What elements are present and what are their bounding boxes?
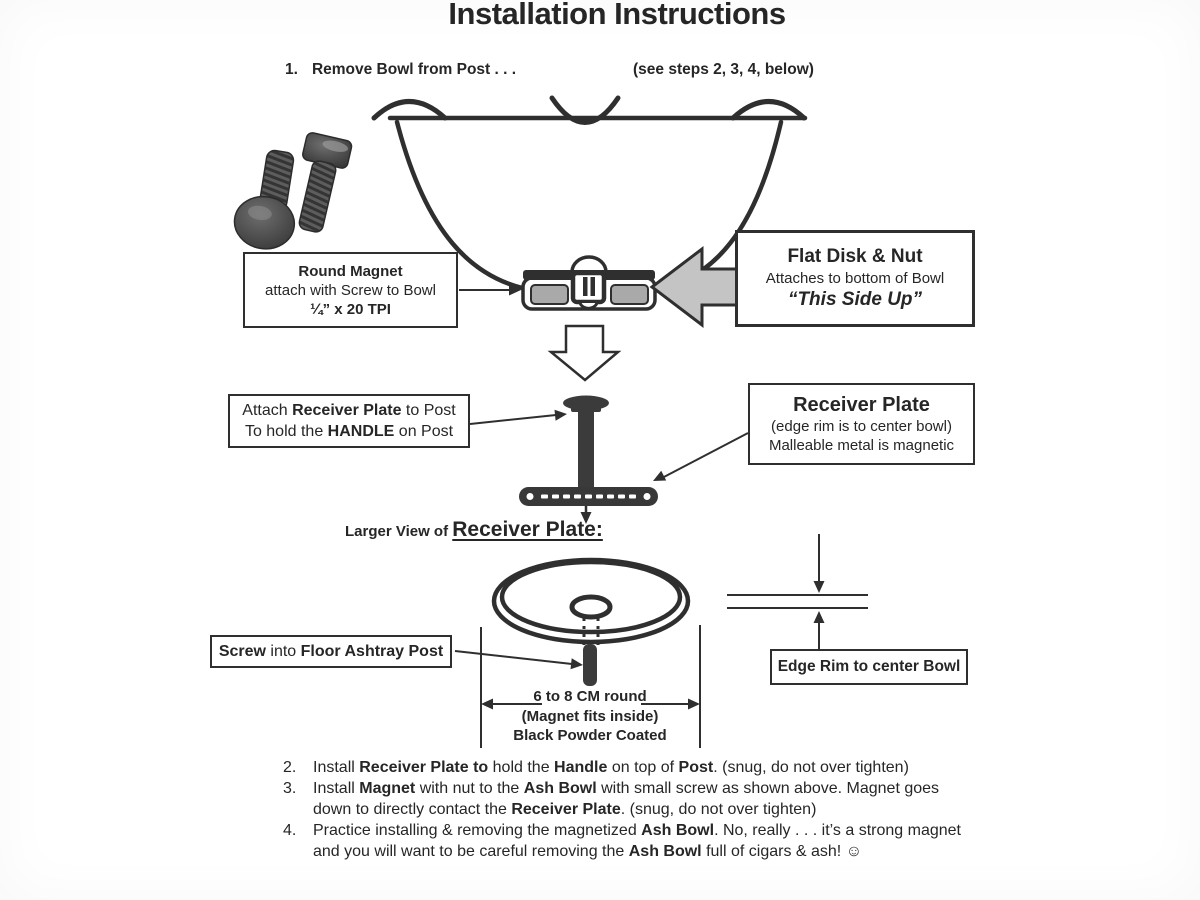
receiver-plate-line2: (edge rim is to center bowl) [771,418,952,435]
larger-view-prefix: Larger View of [345,523,453,540]
magnet-block-left [531,285,568,304]
edge-rim-label: Edge Rim to center Bowl [777,658,961,675]
larger-view-title: Receiver Plate: [452,518,603,541]
magnet-assembly [523,257,655,309]
step-2: 2. Install Receiver Plate to hold the Handle on top of Post. (snug, do not over tighten) [283,759,909,776]
edge-rim-callout [770,649,968,685]
receiver-plate-side-view [519,487,658,506]
magnet-block-right [611,285,648,304]
step-1-text: Remove Bowl from Post . . . [311,61,517,78]
step-3: 3. Install Magnet with nut to the Ash Bowl with small screw as shown above. Magnet goes down to directly contact the Receiver Plate. (snug, do not over tighten) [283,780,940,818]
screw-photo-left [231,146,306,253]
round-magnet-title: Round Magnet [298,262,403,280]
step-1 [285,61,516,79]
receiver-plate-callout [748,383,975,465]
round-magnet-line2: attach with Screw to Bowl [265,281,436,299]
numbered-steps [283,757,967,862]
attach-receiver-line1: Attach Receiver Plate to Post [242,402,456,419]
nut-dome [572,257,606,272]
page-title: Installation Instructions [448,0,786,31]
flat-disk-title: Flat Disk & Nut [787,246,923,267]
attach-receiver-line2: To hold the HANDLE on Post [244,423,454,440]
receiver-plate-title: Receiver Plate [793,394,930,416]
round-magnet-line3: ¼” x 20 TPI [310,300,391,318]
dimension-line2: (Magnet fits inside) [521,707,659,725]
step-1-note: (see steps 2, 3, 4, below) [633,61,814,78]
flat-disk-line2: Attaches to bottom of Bowl [765,270,945,287]
receiver-plate-disk [494,560,688,686]
dimension-line1: 6 to 8 CM round [533,688,647,705]
bowl-left-rim-curl [374,102,445,119]
screw-into-post-callout: Screw into Floor Ashtray Post [210,635,452,668]
receiver-plate-line3: Malleable metal is magnetic [768,437,955,454]
flat-disk-line3: “This Side Up” [787,289,923,310]
step-4: 4. Practice installing & removing the magnetized Ash Bowl. No, really . . . it’s a strong magnet and you will want to be careful removing the Ash Bowl full of cigars & ash! ☺ [283,822,961,860]
disk-center-hole [572,597,610,617]
disk-screw-shank [583,644,597,686]
down-arrow-icon [551,326,618,380]
flat-disk-callout [735,230,975,327]
larger-view-heading [345,518,603,542]
dimension-line3: Black Powder Coated [513,727,667,744]
screw-photo-right [286,132,352,236]
step-1-number: 1. [285,61,298,78]
round-magnet-callout [243,252,458,328]
bowl-right-rim-curl [733,102,804,119]
rim-profile [727,534,868,649]
attach-receiver-callout [228,394,470,448]
center-nut [573,273,604,302]
disk-dimension-note [480,687,700,746]
